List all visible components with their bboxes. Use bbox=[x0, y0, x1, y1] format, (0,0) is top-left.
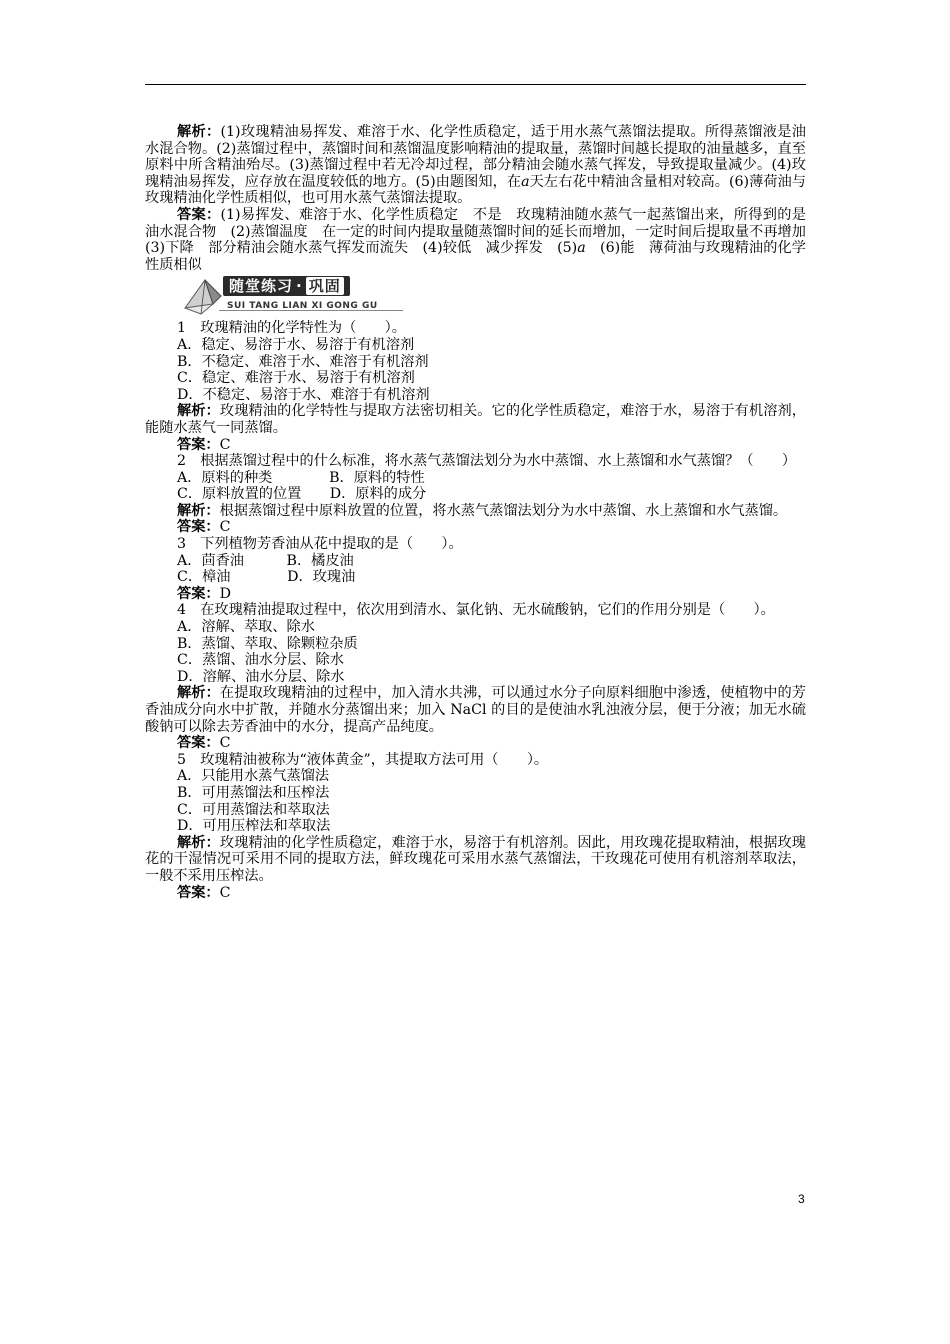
header-rule bbox=[145, 84, 806, 85]
question-option: B．蒸馏、萃取、除颗粒杂质 bbox=[177, 635, 358, 652]
banner-dot: · bbox=[296, 277, 303, 296]
question-analysis-label: 解析： bbox=[177, 403, 220, 420]
question-answer-value: D bbox=[219, 585, 231, 602]
banner-title-text: 随堂练习 bbox=[229, 277, 294, 296]
question-answer bbox=[145, 519, 806, 536]
question-option: B．可用蒸馏法和压榨法 bbox=[177, 784, 330, 801]
question-analysis-text: 根据蒸馏过程中原料放置的位置，将水蒸气蒸馏法划分为水中蒸馏、水上蒸馏和水气蒸馏。 bbox=[219, 502, 788, 519]
analysis-text-after: 天左右花中精油含量相对较高。(6)薄荷油与玫瑰精油化学性质相似，也可用水蒸气蒸馏法提取。 bbox=[145, 173, 806, 207]
question-analysis-text: 在提取玫瑰精油的过程中，加入清水共沸，可以通过水分子向原料细胞中渗透，使植物中的芳香油成分向水中扩散，并随水分蒸馏出来；加入 NaCl 的目的是使油水乳浊液分层，便于分液；加无水硫酸钠可以除去芳香油中的水分，提高产品纯度。 bbox=[145, 685, 806, 735]
question-stem: 3 下列植物芳香油从花中提取的是（ ）。 bbox=[177, 536, 463, 553]
page-number: 3 bbox=[798, 1192, 805, 1206]
page-content bbox=[145, 124, 821, 901]
question-option: C．蒸馏、油水分层、除水 bbox=[177, 652, 344, 669]
analysis-text: (1)玫瑰精油易挥发、难溶于水、化学性质稳定，适于用水蒸气蒸馏法提取。所得蒸馏液是油水混合物。(2)蒸馏过程中，蒸馏时间和蒸馏温度影响精油的提取量，蒸馏时间越长提取的油量越多，直至原料中所含精油殆尽。(3)蒸馏过程中若无冷却过程，部分精油会随水蒸气挥发，导致提取量减少。(4)玫瑰精油易挥发，应存放在温度较低的地方。(5)由题图知，在 bbox=[145, 124, 806, 190]
question-list bbox=[145, 320, 806, 901]
question-option: C．原料放置的位置 D．原料的成分 bbox=[177, 486, 427, 503]
question-analysis-text: 玫瑰精油的化学性质稳定，难溶于水，易溶于有机溶剂。因此，用玫瑰花提取精油，根据玫瑰花的干湿情况可采用不同的提取方法，鲜玫瑰花可采用水蒸气蒸馏法，干玫瑰花可使用有机溶剂萃取法，一般不采用压榨法。 bbox=[145, 834, 806, 884]
question-answer-label: 答案： bbox=[177, 519, 220, 536]
question-stem: 4 在玫瑰精油提取过程中，依次用到清水、氯化钠、无水硫酸钠，它们的作用分别是（ ）。 bbox=[177, 602, 775, 619]
answer-text-after: (6)能 薄荷油与玫瑰精油的化学性质相似 bbox=[145, 240, 806, 273]
analysis-italic-a: a bbox=[521, 173, 530, 190]
answer-paragraph bbox=[145, 206, 821, 273]
question-answer-value: C bbox=[219, 735, 231, 752]
banner-underline bbox=[219, 310, 403, 311]
question-analysis-text: 玫瑰精油的化学特性与提取方法密切相关。它的化学性质稳定，难溶于水，易溶于有机溶剂，能随水蒸气一同蒸馏。 bbox=[145, 403, 806, 436]
analysis-paragraph bbox=[145, 124, 806, 207]
question-option: C．樟油 D．玫瑰油 bbox=[177, 569, 356, 586]
banner-subtitle: 巩固 bbox=[306, 277, 344, 295]
question-stem: 5 玫瑰精油被称为“液体黄金”，其提取方法可用（ ）。 bbox=[177, 751, 549, 768]
section-banner bbox=[183, 274, 403, 316]
question-analysis-label: 解析： bbox=[177, 502, 220, 519]
question-option: C．可用蒸馏法和萃取法 bbox=[177, 801, 330, 818]
question-option: D．不稳定、易溶于水、难溶于有机溶剂 bbox=[177, 386, 430, 403]
banner-title bbox=[223, 276, 350, 296]
question-answer bbox=[145, 437, 806, 454]
question-answer bbox=[145, 885, 806, 902]
answer-italic-a: a bbox=[577, 240, 586, 257]
question-option: A．稳定、易溶于水、易溶于有机溶剂 bbox=[177, 336, 415, 353]
answer-text: (1)易挥发、难溶于水、化学性质稳定 不是 玫瑰精油随水蒸气一起蒸馏出来，所得到的是油水混合物 (2)蒸馏温度 在一定的时间内提取量随蒸馏时间的延长而增加，一定时间后提取量不再增加 (3)下降 部分精油会随水蒸气挥发而流失 (4)较低 减少挥发 (5) bbox=[145, 206, 821, 257]
question-option: A．溶解、萃取、除水 bbox=[177, 619, 315, 636]
question-option: A．只能用水蒸气蒸馏法 bbox=[177, 768, 330, 785]
banner-pinyin: SUI TANG LIAN XI GONG GU bbox=[227, 301, 378, 312]
question-analysis-label: 解析： bbox=[177, 685, 220, 702]
question-answer-value: C bbox=[219, 436, 231, 453]
question-analysis bbox=[145, 835, 806, 885]
question-analysis-label: 解析： bbox=[177, 834, 220, 851]
question-analysis bbox=[145, 503, 806, 520]
question-stem: 1 玫瑰精油的化学特性为（ ）。 bbox=[177, 320, 406, 337]
question-answer bbox=[145, 586, 806, 603]
question-answer-label: 答案： bbox=[177, 585, 220, 602]
question-option: A．原料的种类 B．原料的特性 bbox=[177, 469, 425, 486]
question-answer-label: 答案： bbox=[177, 436, 220, 453]
question-stem: 2 根据蒸馏过程中的什么标准，将水蒸气蒸馏法划分为水中蒸馏、水上蒸馏和水气蒸馏？（ ） bbox=[177, 453, 797, 470]
answer-label: 答案： bbox=[177, 206, 221, 223]
question-option: D．可用压榨法和萃取法 bbox=[177, 818, 331, 835]
question-option: D．溶解、油水分层、除水 bbox=[177, 668, 345, 685]
question-analysis bbox=[145, 685, 806, 735]
question-answer bbox=[145, 735, 806, 752]
question-option: B．不稳定、难溶于水、难溶于有机溶剂 bbox=[177, 353, 429, 370]
analysis-label: 解析： bbox=[177, 124, 221, 140]
question-answer-value: C bbox=[219, 519, 231, 536]
origami-bird-icon bbox=[183, 274, 223, 316]
question-answer-value: C bbox=[219, 884, 231, 901]
question-option: C．稳定、难溶于水、易溶于有机溶剂 bbox=[177, 370, 415, 387]
question-answer-label: 答案： bbox=[177, 735, 220, 752]
question-answer-label: 答案： bbox=[177, 884, 220, 901]
question-analysis bbox=[145, 403, 806, 436]
question-option: A．茴香油 B．橘皮油 bbox=[177, 552, 354, 569]
